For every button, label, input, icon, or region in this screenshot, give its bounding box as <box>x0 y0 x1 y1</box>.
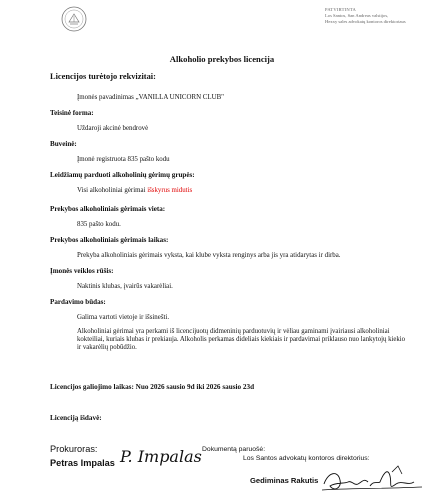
seat-label: Buveinė: <box>50 140 77 148</box>
trade-place-label: Prekybos alkoholiniais gėrimais vieta: <box>50 205 166 213</box>
prosecutor-name: Petras Impalas <box>50 458 115 468</box>
activity-label: Įmonės veiklos rūšis: <box>50 267 114 275</box>
document-title: Alkoholio prekybos licencija <box>169 54 275 64</box>
activity-value: Naktinis klubas, įvairūs vakarėliai. <box>77 283 173 290</box>
validity-period: Licencijos galiojimo laikas: Nuo 2026 sausio 9d iki 2026 sausio 23d <box>50 383 255 391</box>
preparer-name: Gediminas Rakutis <box>250 476 319 485</box>
approved-line-2: Hexxy sales advokatų kontoros direktoriaus <box>325 19 406 24</box>
approved-heading: PATVIRTINTA <box>325 7 356 12</box>
seal-logo-icon <box>61 6 87 32</box>
prepared-by-label: Dokumentą paruošė: <box>202 446 266 453</box>
trade-time-value: Prekyba alkoholiniais gėrimais vyksta, kai klube vyksta renginys arba jis yra atidarytas ir dirba. <box>77 252 341 259</box>
approved-line-1: Los Santos, San Andreas valstijos, <box>325 13 389 18</box>
prosecutor-signature-text: P. Impalas <box>120 447 202 466</box>
trade-place-value: 835 pašto kodu. <box>77 221 121 228</box>
allowed-groups-exception: išskyrus midutis <box>147 187 193 194</box>
legal-form-label: Teisinė forma: <box>50 109 94 117</box>
company-name: Įmonės pavadinimas „VANILLA UNICORN CLUB" <box>77 94 224 101</box>
preparer-signature-icon <box>318 462 426 496</box>
prosecutor-title: Prokuroras: <box>50 444 98 454</box>
sale-method-value: Galima vartoti vietoje ir išsinešti. <box>77 314 170 321</box>
allowed-groups-label: Leidžiamų parduoti alkoholinių gėrimų grupės: <box>50 171 195 179</box>
allowed-groups-text: Visi alkoholiniai gėrimai <box>77 187 148 194</box>
sale-method-label: Pardavimo būdas: <box>50 298 106 306</box>
description-paragraph: Alkoholiniai gėrimai yra perkami iš licencijuotų didmeninių parduotuvių ir vėliau gaminami įvairiausi alkoholiniai kokteiliai, kuriais klubas ir prekiauja. Alkoholis perkamas dideliais kiekiais ir pardavimai priklauso nuo lankytojų kiekio ir vakarėlių pobūdžio. <box>77 328 406 351</box>
approval-block <box>325 7 406 25</box>
prosecutor-signature <box>118 440 202 470</box>
issued-by-label: Licenciją išdavė: <box>50 414 102 422</box>
legal-form-value: Uždaroji akcinė bendrovė <box>77 125 149 132</box>
holder-heading: Licencijos turėtojo rekvizitai: <box>50 72 156 81</box>
allowed-groups-value <box>77 187 192 194</box>
preparer-position: Los Santos advokatų kontoros direktorius: <box>243 455 370 462</box>
seat-value: Įmonė registruota 835 pašto kodu <box>77 156 170 163</box>
trade-time-label: Prekybos alkoholiniais gėrimais laikas: <box>50 236 169 244</box>
